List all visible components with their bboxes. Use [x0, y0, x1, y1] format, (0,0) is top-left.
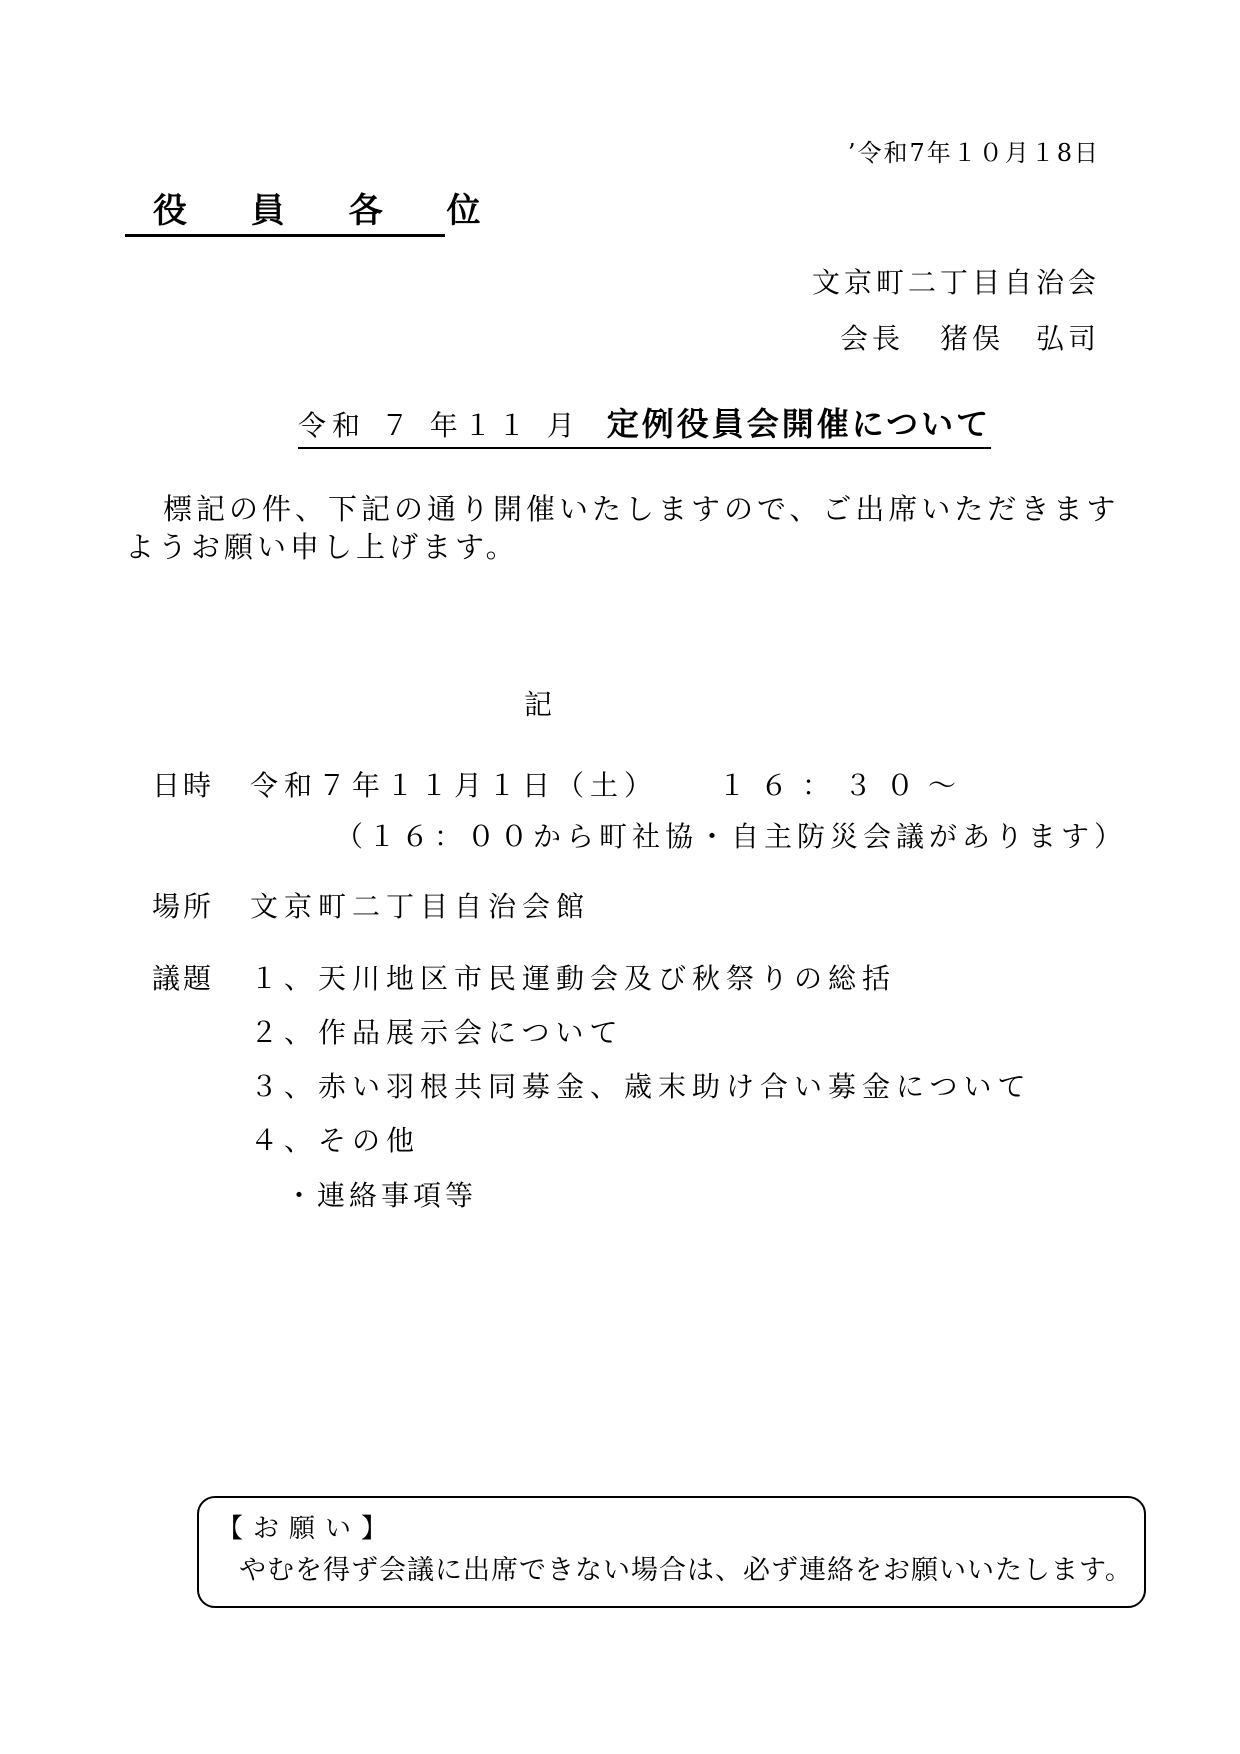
body-line-2: ようお願い申し上げます。 — [125, 530, 519, 564]
notice-text: やむを得ず会議に出席できない場合は、必ず連絡をお願いいたします。 — [239, 1555, 1133, 1586]
datetime-value — [250, 764, 970, 804]
agenda-item: ３、赤い羽根共同募金、歳末助け合い募金について — [250, 1070, 1032, 1103]
body-text — [125, 490, 1137, 566]
agenda-label: 議題 — [152, 962, 215, 995]
title-main: 定例役員会開催について — [606, 405, 992, 443]
agenda-item: １、天川地区市民運動会及び秋祭りの総括 — [250, 962, 897, 995]
chair-role: 会長 — [839, 322, 904, 355]
sender-chair — [840, 317, 1100, 357]
ki-heading: 記 — [524, 688, 553, 721]
addressee: 役 員 各 位 — [125, 188, 445, 237]
place-label: 場所 — [152, 890, 215, 923]
datetime-note: （１６：００から町社協・自主防災会議があります） — [335, 820, 1128, 853]
agenda-sub-item: ・連絡事項等 — [285, 1179, 478, 1212]
chair-name: 猪俣 弘司 — [939, 322, 1100, 355]
body-line-1: 標記の件、下記の通り開催いたしますので、ご出席いただきます — [163, 492, 1120, 526]
notice-box — [197, 1496, 1146, 1608]
notice-heading: 【お願い】 — [217, 1514, 398, 1544]
sender-organization: 文京町二丁目自治会 — [811, 266, 1100, 299]
agenda-item: ２、作品展示会について — [250, 1016, 624, 1049]
agenda-item: ４、その他 — [250, 1124, 421, 1157]
datetime-time: １６：３０～ — [718, 769, 971, 802]
datetime-label: 日時 — [152, 769, 215, 802]
datetime-date: 令和７年１１月１日（土） — [250, 769, 659, 802]
title-prefix: 令和 ７ 年１１ 月 — [298, 409, 581, 442]
document-title — [298, 403, 991, 449]
place-value: 文京町二丁目自治会館 — [250, 890, 591, 923]
document-date: ’令和7年１０月１8日 — [847, 139, 1100, 167]
